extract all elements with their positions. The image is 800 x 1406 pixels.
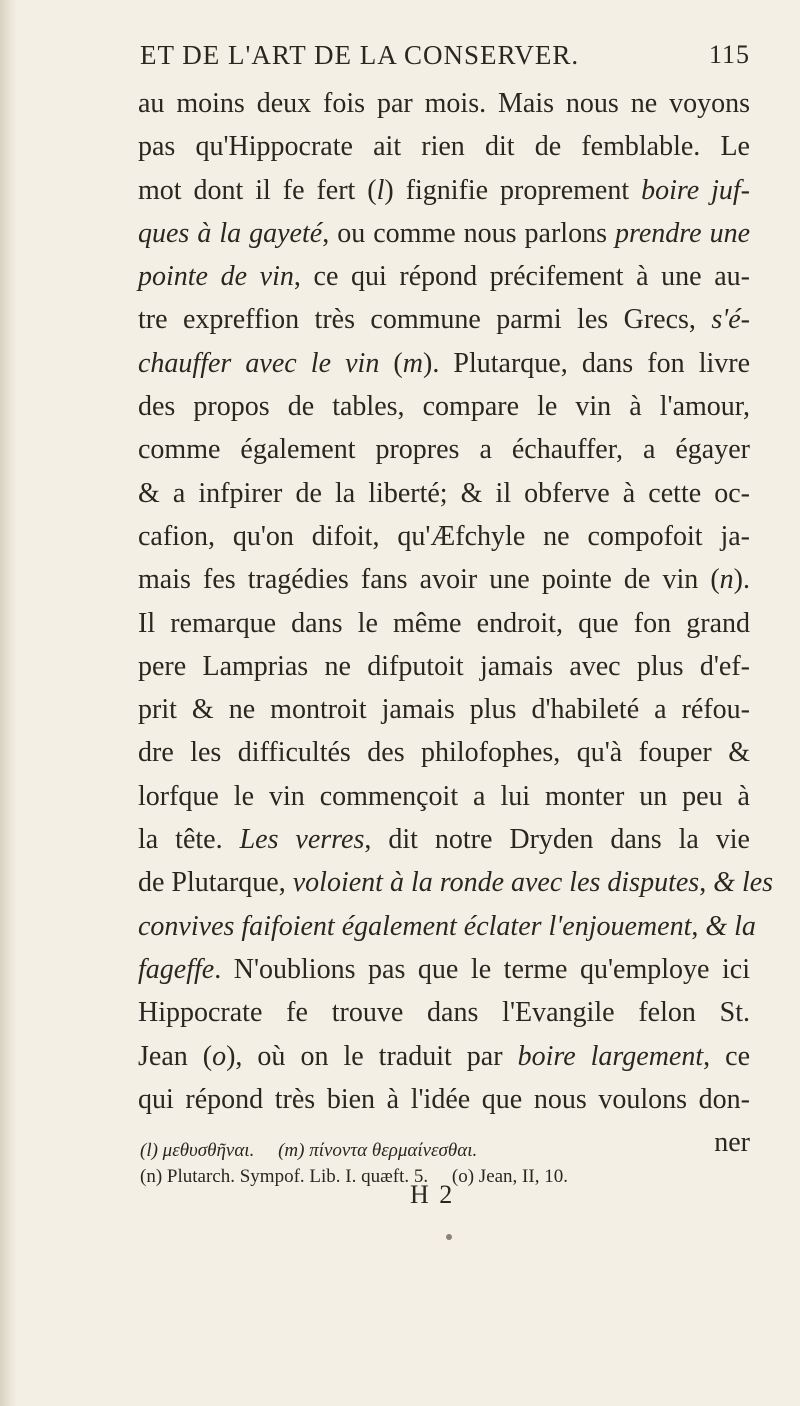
- footnote-l: (l) μεθυσθῆναι.: [140, 1140, 255, 1161]
- text-line: Jean (o), où on le traduit par boire largement, ce: [138, 1040, 751, 1072]
- text-line: fageffe. N'oublions pas que le terme qu'employe ici: [138, 953, 750, 985]
- text-line: chauffer avec le vin (m). Plutarque, dans fon livre: [138, 347, 751, 379]
- running-header: [140, 40, 750, 71]
- header-title: ET DE L'ART DE LA CONSERVER.: [140, 40, 580, 70]
- text-line: pointe de vin, ce qui répond précifement à une au-: [138, 261, 750, 293]
- catchword: ner: [714, 1127, 750, 1159]
- text-line: convives faifoient également éclater l'enjouement, & la: [138, 910, 756, 942]
- text-line: pas qu'Hippocrate ait rien dit de femblable. Le: [138, 131, 750, 163]
- footnote-row: [140, 1138, 740, 1164]
- page-edge: [0, 0, 16, 1406]
- footnote-n: (n) Plutarch. Sympof. Lib. I. quæft. 5.: [140, 1166, 429, 1187]
- text-line: prit & ne montroit jamais plus d'habileté a réfou-: [138, 694, 750, 726]
- text-line: comme également propres a échauffer, a égayer: [138, 434, 750, 466]
- text-line: cafion, qu'on difoit, qu'Æfchyle ne compofoit ja-: [138, 520, 750, 552]
- text-line: la tête. Les verres, dit notre Dryden dans la vie: [138, 824, 750, 856]
- text-line: qui répond très bien à l'idée que nous voulons don-: [138, 1083, 750, 1115]
- footnote-m: (m) πίνοντα θερμαίνεσθαι.: [278, 1140, 478, 1161]
- text-line: lorfque le vin commençoit a lui monter un peu à: [138, 780, 750, 812]
- text-line: pere Lamprias ne difputoit jamais avec plus d'ef-: [138, 650, 750, 682]
- signature-mark: H 2: [410, 1180, 455, 1209]
- footnote-o: (o) Jean, II, 10.: [451, 1166, 568, 1187]
- text-line: de Plutarque, voloient à la ronde avec les disputes, & les: [138, 867, 774, 899]
- text-line: des propos de tables, compare le vin à l'amour,: [138, 391, 750, 423]
- text-line: tre expreffion très commune parmi les Grecs, s'é-: [138, 304, 750, 336]
- text-line: ques à la gayeté, ou comme nous parlons prendre une: [138, 217, 751, 249]
- text-line: mot dont il fe fert (l) fignifie proprement boire juf-: [138, 174, 750, 206]
- text-line: au moins deux fois par mois. Mais nous ne voyons: [138, 88, 750, 119]
- text-line: dre les difficultés des philofophes, qu'à fouper &: [138, 737, 750, 769]
- body-text: [138, 82, 774, 1164]
- text-line: mais fes tragédies fans avoir une pointe de vin (n).: [138, 564, 750, 596]
- text-line: & a infpirer de la liberté; & il obferve à cette oc-: [138, 477, 750, 509]
- text-line: Hippocrate fe trouve dans l'Evangile felon St.: [138, 997, 750, 1029]
- ink-dot: [446, 1234, 452, 1240]
- page-number: 115: [708, 40, 750, 69]
- text-line: Il remarque dans le même endroit, que fon grand: [138, 607, 750, 639]
